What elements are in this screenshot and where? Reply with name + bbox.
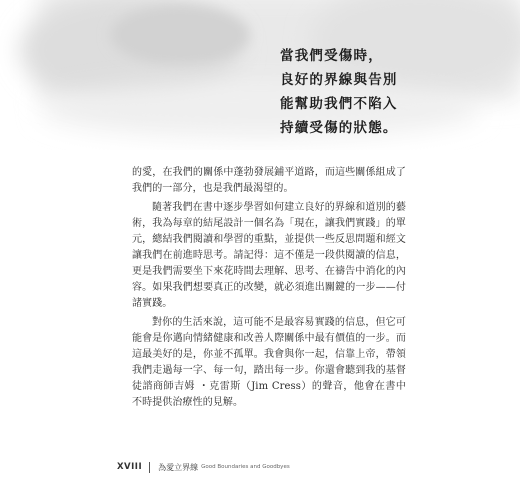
running-subtitle: Good Boundaries and Goodbyes: [201, 464, 290, 470]
running-title: 為愛立界線: [158, 462, 199, 472]
page-footer: [117, 460, 290, 474]
body-text: [132, 165, 406, 414]
body-paragraph: 的愛，在我們的關係中蓬勃發展鋪平道路，而這些關係組成了我們的一部分，也是我們最渴望的。: [132, 167, 406, 194]
body-paragraph: 對你的生活來說，這可能不是最容易實踐的信息，但它可能會是你邁向情緒健康和改善人際關係中最有價值的一步。而這最美好的是，你並不孤單。我會與你一起，信靠上帝，帶領我們走過每一字、每一句，踏出每一步。你還會聽到我的基督徒諮商師吉姆 ・克雷斯（Jim Cress）的聲音，他會在書中不時提供治療性的見解。: [132, 317, 406, 408]
pull-quote-line: 持續受傷的狀態。: [280, 120, 398, 136]
pull-quote: [280, 44, 490, 140]
page-number: XVIII: [117, 462, 143, 472]
footer-divider: [149, 462, 150, 473]
pull-quote-line: 能幫助我們不陷入: [280, 96, 398, 112]
body-paragraph: 隨著我們在書中逐步學習如何建立良好的界線和道別的藝術，我為每章的結尾設計一個名為「現在，讓我們實踐」的單元，總結我們閱讀和學習的重點，並提供一些反思問題和經文讓我們在前進時思考。請記得：這不僅是一段供閱讀的信息，更是我們需要坐下來花時間去理解、思考、在禱告中消化的內容。如果我們想要真正的改變，就必須進出關鍵的一步——付諸實踐。: [132, 202, 406, 309]
pull-quote-line: 良好的界線與告別: [280, 72, 398, 88]
pull-quote-line: 當我們受傷時，: [280, 48, 383, 64]
